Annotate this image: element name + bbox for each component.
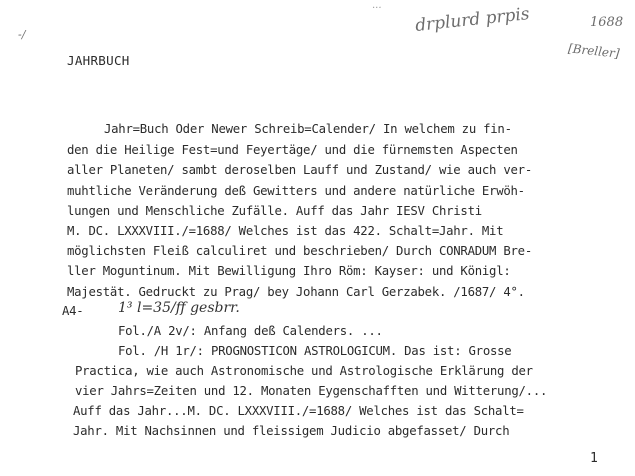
- handwritten-year: 1688: [590, 15, 624, 30]
- handwritten-annotation: drplurd prpis: [414, 4, 531, 36]
- text-line: Fol./A 2v/: Anfang deß Calenders. ...: [118, 324, 383, 338]
- text-line: Majestät. Gedruckt zu Prag/ bey Johann Carl Gerzabek. /1687/ 4°.: [67, 285, 525, 299]
- format-prefix: A4-: [62, 304, 84, 318]
- text-line: aller Planeten/ sambt deroselben Lauff und Zustand/ wie auch ver-: [67, 163, 532, 177]
- text-line: Jahr. Mit Nachsinnen und fleissigem Judicio abgefasset/ Durch: [73, 424, 510, 438]
- page-number: 1: [590, 451, 598, 466]
- text-line: Practica, wie auch Astronomische und Astrologische Erklärung der: [75, 364, 533, 378]
- text-line: vier Jahrs=Zeiten und 12. Monaten Eygenschafften und Witterung/...: [75, 384, 548, 398]
- text-line: M. DC. LXXXVIII./=1688/ Welches ist das 422. Schalt=Jahr. Mit: [67, 224, 504, 238]
- handwritten-author-name: [Breller]: [567, 41, 621, 61]
- top-mark: ...: [372, 0, 382, 11]
- text-line: muhtliche Veränderung deß Gewitters und andere natürliche Erwöh-: [67, 184, 525, 198]
- handwritten-note: 1³ l=35/ff gesbrr.: [118, 300, 240, 316]
- text-line: möglichsten Fleiß calculiret und beschrieben/ Durch CONRADUM Bre-: [67, 244, 532, 258]
- heading: JAHRBUCH: [67, 53, 130, 68]
- text-line: lungen und Menschliche Zufälle. Auff das Jahr IESV Christi: [67, 204, 482, 218]
- text-line: ller Moguntinum. Mit Bewilligung Ihro Röm: Kayser: und Königl:: [67, 264, 511, 278]
- corner-mark: -/: [18, 28, 26, 41]
- text-line: Fol. /H 1r/: PROGNOSTICON ASTROLOGICUM. Das ist: Grosse: [118, 344, 512, 358]
- text-line: Auff das Jahr...M. DC. LXXXVIII./=1688/ Welches ist das Schalt=: [73, 404, 524, 418]
- text-line: den die Heilige Fest=und Feyertäge/ und die fürnemsten Aspecten: [67, 143, 518, 157]
- text-line: Jahr=Buch Oder Newer Schreib=Calender/ In welchem zu fin-: [104, 122, 512, 136]
